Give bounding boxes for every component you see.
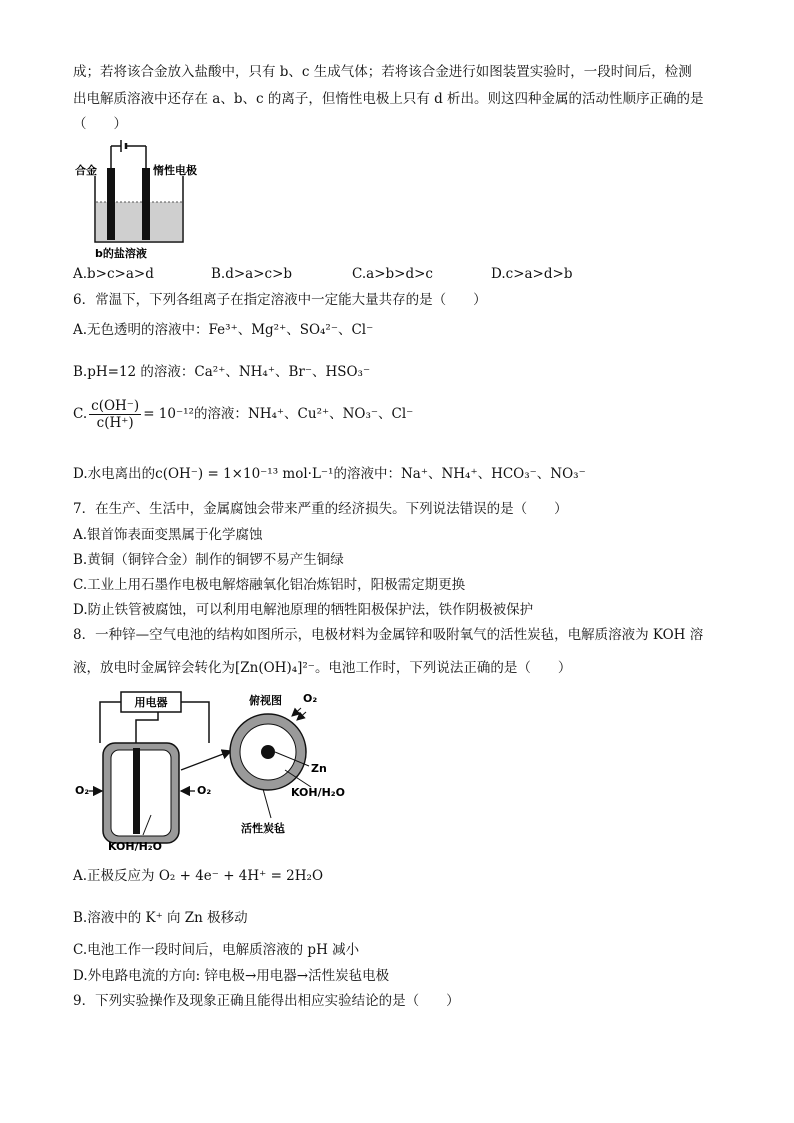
- q8-option-d[interactable]: D.外电路电流的方向: 锌电极→用电器→活性炭毡电极: [73, 968, 390, 984]
- solution-label: b的盐溶液: [95, 247, 147, 260]
- q5-option-c[interactable]: C.a>b>d>c: [352, 266, 433, 282]
- q8-battery-figure: [73, 690, 383, 854]
- fraction-denominator: c(H⁺): [96, 415, 134, 431]
- q6-b-ions: Ca²⁺、NH₄⁺、Br⁻、HSO₃⁻: [194, 364, 371, 380]
- q6-option-c[interactable]: [73, 398, 413, 431]
- q5-options: [73, 264, 723, 284]
- q6-a-ions: Fe³⁺、Mg²⁺、SO₄²⁻、Cl⁻: [208, 322, 374, 338]
- q8-option-b[interactable]: B.溶液中的 K⁺ 向 Zn 极移动: [73, 910, 248, 926]
- q7-option-d[interactable]: D.防止铁管被腐蚀，可以利用电解池原理的牺牲阳极保护法，铁作阴极被保护: [73, 602, 534, 618]
- q6-c-fraction: [89, 398, 141, 431]
- q6-d-mid: 的溶液中：: [333, 466, 401, 482]
- q8-stem-pre: 液，放电时金属锌会转化为: [73, 660, 235, 676]
- q5-stem-line2: 出电解质溶液中还存在 a、b、c 的离子，但惰性电极上只有 d 析出。则这四种金属的活动性顺序正确的是: [73, 91, 704, 107]
- q8-zincate-ion: [Zn(OH)₄]²⁻: [235, 660, 315, 676]
- q8-stem-line1: 8．一种锌—空气电池的结构如图所示，电极材料为金属锌和吸附氧气的活性炭毡，电解质溶液为 KOH 溶: [73, 627, 704, 643]
- alloy-label: 合金: [75, 164, 97, 177]
- q5-option-d[interactable]: D.c>a>d>b: [491, 266, 573, 282]
- q6-d-expression: c(OH⁻) = 1×10⁻¹³ mol·L⁻¹: [155, 466, 334, 482]
- alloy-electrode: [107, 168, 115, 240]
- o2-top-label: O₂: [303, 692, 318, 705]
- q6-d-prefix: D.水电离出的: [73, 466, 156, 482]
- inert-electrode-label: 惰性电极: [153, 164, 197, 177]
- zinc-rod: [133, 748, 140, 834]
- device-label: 用电器: [134, 696, 168, 709]
- topview-label: 俯视图: [249, 694, 282, 707]
- electrolyte-chamber: [111, 750, 171, 836]
- q6-c-prefix: C.: [73, 406, 88, 422]
- zn-label: Zn: [311, 762, 327, 775]
- o2-right-label: O₂: [197, 784, 212, 797]
- q5-answer-paren: （ ）: [73, 116, 127, 132]
- q5-option-b[interactable]: B.d>a>c>b: [211, 266, 293, 282]
- q9-stem: 9．下列实验操作及现象正确且能得出相应实验结论的是（ ）: [73, 993, 460, 1009]
- o2-left-label: O₂: [75, 784, 90, 797]
- q6-c-equals: = 10⁻¹²: [143, 406, 194, 422]
- q7-option-b[interactable]: B.黄铜（铜锌合金）制作的铜锣不易产生铜绿: [73, 552, 344, 568]
- q6-c-ions: NH₄⁺、Cu²⁺、NO₃⁻、Cl⁻: [247, 406, 414, 422]
- q6-c-mid: 的溶液：: [193, 406, 248, 422]
- q6-option-d[interactable]: [73, 464, 586, 484]
- q6-stem: 6．常温下，下列各组离子在指定溶液中一定能大量共存的是（ ）: [73, 292, 487, 308]
- inert-electrode: [142, 168, 150, 240]
- q7-stem: 7．在生产、生活中，金属腐蚀会带来严重的经济损失。下列说法错误的是（ ）: [73, 501, 568, 517]
- q6-a-prefix: A.无色透明的溶液中：: [73, 322, 209, 338]
- q7-option-c[interactable]: C.工业上用石墨作电极电解熔融氧化铝冶炼铝时，阳极需定期更换: [73, 577, 466, 593]
- felt-label: 活性炭毡: [241, 822, 285, 835]
- koh-label-side: KOH/H₂O: [108, 840, 162, 853]
- q7-option-a[interactable]: A.银首饰表面变黑属于化学腐蚀: [73, 527, 263, 543]
- q6-option-a[interactable]: [73, 320, 373, 340]
- q8-option-a[interactable]: A.正极反应为 O₂ + 4e⁻ + 4H⁺ = 2H₂O: [73, 868, 324, 884]
- koh-label-top: KOH/H₂O: [291, 786, 345, 799]
- q6-b-prefix: B.pH=12 的溶液：: [73, 364, 195, 380]
- q6-option-b[interactable]: [73, 362, 370, 382]
- q8-stem-post: 。电池工作时，下列说法正确的是（ ）: [314, 660, 572, 676]
- q6-d-ions: Na⁺、NH₄⁺、HCO₃⁻、NO₃⁻: [400, 466, 586, 482]
- fraction-numerator: c(OH⁻): [91, 398, 140, 414]
- q8-option-c[interactable]: C.电池工作一段时间后，电解质溶液的 pH 减小: [73, 942, 360, 958]
- q5-stem-line1: 成；若将该合金放入盐酸中，只有 b、c 生成气体；若将该合金进行如图装置实验时，一段时间后，检测: [73, 64, 692, 80]
- q5-electrolysis-figure: [73, 138, 213, 260]
- q5-option-a[interactable]: A.b>c>a>d: [73, 266, 154, 282]
- topview-zinc: [261, 745, 275, 759]
- q8-stem-line2: [73, 658, 571, 678]
